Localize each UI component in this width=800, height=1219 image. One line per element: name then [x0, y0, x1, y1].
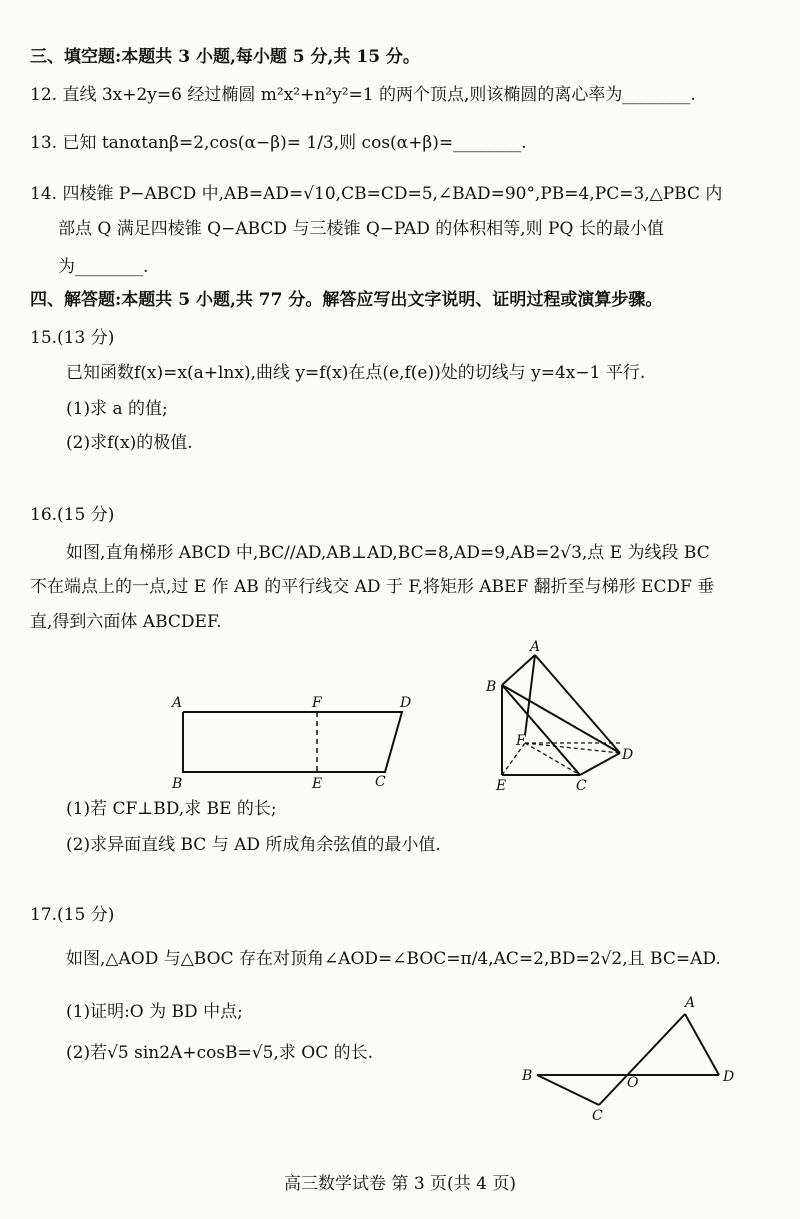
question-15-part2: (2)求f(x)的极值.	[66, 433, 193, 453]
fig3-label-D: D	[723, 1069, 735, 1085]
fig1-label-D: D	[400, 695, 412, 711]
question-17-title: 17.(15 分)	[30, 905, 115, 925]
page-footer: 高三数学试卷 第 3 页(共 4 页)	[284, 1174, 516, 1194]
fig1-label-B: B	[172, 776, 183, 792]
fig3-label-A: A	[685, 995, 696, 1011]
question-16-part1: (1)若 CF⊥BD,求 BE 的长;	[66, 799, 277, 819]
question-15-title: 15.(13 分)	[30, 328, 115, 348]
section3-heading: 三、填空题:本题共 3 小题,每小题 5 分,共 15 分。	[30, 47, 420, 67]
fig2-label-A: A	[530, 639, 541, 655]
question-17-stem: 如图,△AOD 与△BOC 存在对顶角∠AOD=∠BOC=π/4,AC=2,BD=2√2,且 BC=AD.	[66, 949, 721, 969]
question-16-stem-line1: 如图,直角梯形 ABCD 中,BC//AD,AB⊥AD,BC=8,AD=9,AB=2√3,点 E 为线段 BC	[66, 543, 710, 563]
question-16-part2: (2)求异面直线 BC 与 AD 所成角余弦值的最小值.	[66, 835, 441, 855]
fig3-label-O: O	[627, 1075, 639, 1091]
fig2-label-E: E	[496, 778, 507, 794]
fig3-label-B: B	[522, 1068, 533, 1084]
fig2-label-B: B	[486, 679, 497, 695]
question-12: 12. 直线 3x+2y=6 经过椭圆 m²x²+n²y²=1 的两个顶点,则该椭圆的离心率为________.	[30, 85, 696, 105]
fig2-label-F: F	[516, 733, 526, 749]
fig1-label-A: A	[172, 695, 183, 711]
figure-hexahedron	[480, 635, 640, 795]
question-17-part2: (2)若√5 sin2A+cosB=√5,求 OC 的长.	[66, 1043, 374, 1063]
figure-triangles	[515, 990, 775, 1125]
question-14-line3: 为________.	[58, 257, 149, 277]
question-16-stem-line3: 直,得到六面体 ABCDEF.	[30, 612, 222, 632]
question-14-line1: 14. 四棱锥 P−ABCD 中,AB=AD=√10,CB=CD=5,∠BAD=90°,PB=4,PC=3,△PBC 内	[30, 184, 723, 204]
fig2-label-D: D	[622, 747, 634, 763]
fig2-label-C: C	[576, 778, 587, 794]
question-15-part1: (1)求 a 的值;	[66, 399, 168, 419]
question-15-stem: 已知函数f(x)=x(a+lnx),曲线 y=f(x)在点(e,f(e))处的切线与 y=4x−1 平行.	[66, 363, 646, 383]
question-17-part1: (1)证明:O 为 BD 中点;	[66, 1002, 243, 1022]
fig1-label-E: E	[312, 776, 323, 792]
fig1-label-C: C	[375, 774, 386, 790]
question-13: 13. 已知 tanαtanβ=2,cos(α−β)= 1/3,则 cos(α+β)=________.	[30, 133, 527, 153]
question-16-title: 16.(15 分)	[30, 505, 115, 525]
question-14-line2: 部点 Q 满足四棱锥 Q−ABCD 与三棱锥 Q−PAD 的体积相等,则 PQ 长的最小值	[58, 219, 664, 239]
figure-trapezoid	[160, 690, 430, 795]
section4-heading: 四、解答题:本题共 5 小题,共 77 分。解答应写出文字说明、证明过程或演算步骤。	[30, 290, 663, 310]
fig1-label-F: F	[312, 695, 322, 711]
question-16-stem-line2: 不在端点上的一点,过 E 作 AB 的平行线交 AD 于 F,将矩形 ABEF 翻折至与梯形 ECDF 垂	[30, 577, 715, 597]
fig3-label-C: C	[592, 1108, 603, 1124]
